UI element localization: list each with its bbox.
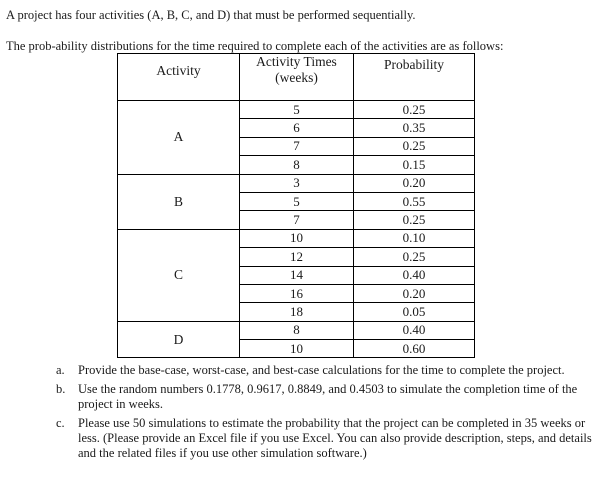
probability-cell: 0.55 <box>354 192 475 210</box>
probability-cell: 0.35 <box>354 119 475 137</box>
time-cell: 10 <box>240 340 354 358</box>
activity-cell: D <box>118 321 240 358</box>
question-item <box>56 382 601 412</box>
question-marker: a. <box>56 363 65 377</box>
time-cell: 10 <box>240 229 354 247</box>
question-item <box>56 363 601 378</box>
header-activity: Activity <box>118 54 240 101</box>
question-text: Use the random numbers 0.1778, 0.9617, 0.8849, and 0.4503 to simulate the completion time of the project in weeks. <box>78 382 578 411</box>
time-cell: 18 <box>240 303 354 321</box>
probability-cell: 0.25 <box>354 248 475 266</box>
activity-cell: C <box>118 229 240 321</box>
table-header-row <box>118 54 475 101</box>
probability-cell: 0.25 <box>354 137 475 155</box>
table-row <box>118 101 475 119</box>
header-probability: Probability <box>354 54 475 101</box>
time-cell: 6 <box>240 119 354 137</box>
header-activity-times: Activity Times (weeks) <box>240 54 354 101</box>
time-cell: 14 <box>240 266 354 284</box>
probability-cell: 0.25 <box>354 101 475 119</box>
time-cell: 5 <box>240 192 354 210</box>
time-cell: 5 <box>240 101 354 119</box>
probability-cell: 0.60 <box>354 340 475 358</box>
question-text: Please use 50 simulations to estimate the probability that the project can be completed in 35 weeks or less. (Please provide an Excel file if you use Excel. You can also provide description, steps, and details and the related files if you use other simulation software.) <box>78 416 592 460</box>
probability-cell: 0.15 <box>354 156 475 174</box>
probability-cell: 0.25 <box>354 211 475 229</box>
probability-table <box>117 53 475 358</box>
table-row <box>118 174 475 192</box>
probability-cell: 0.05 <box>354 303 475 321</box>
table-lead-text: The prob-ability distributions for the time required to complete each of the activities are as follows: <box>6 39 504 53</box>
time-cell: 7 <box>240 137 354 155</box>
probability-cell: 0.40 <box>354 266 475 284</box>
question-item <box>56 416 601 461</box>
probability-cell: 0.20 <box>354 284 475 302</box>
question-text: Provide the base-case, worst-case, and best-case calculations for the time to complete the project. <box>78 363 565 377</box>
time-cell: 7 <box>240 211 354 229</box>
table-row <box>118 229 475 247</box>
question-list <box>56 363 601 465</box>
probability-cell: 0.10 <box>354 229 475 247</box>
time-cell: 8 <box>240 321 354 339</box>
time-cell: 3 <box>240 174 354 192</box>
table-body <box>118 101 475 358</box>
intro-text: A project has four activities (A, B, C, and D) that must be performed sequentially. <box>6 8 416 22</box>
probability-cell: 0.40 <box>354 321 475 339</box>
time-cell: 8 <box>240 156 354 174</box>
question-marker: b. <box>56 382 66 396</box>
activity-cell: A <box>118 101 240 175</box>
table-row <box>118 321 475 339</box>
time-cell: 12 <box>240 248 354 266</box>
probability-cell: 0.20 <box>354 174 475 192</box>
time-cell: 16 <box>240 284 354 302</box>
question-marker: c. <box>56 416 65 430</box>
activity-cell: B <box>118 174 240 229</box>
